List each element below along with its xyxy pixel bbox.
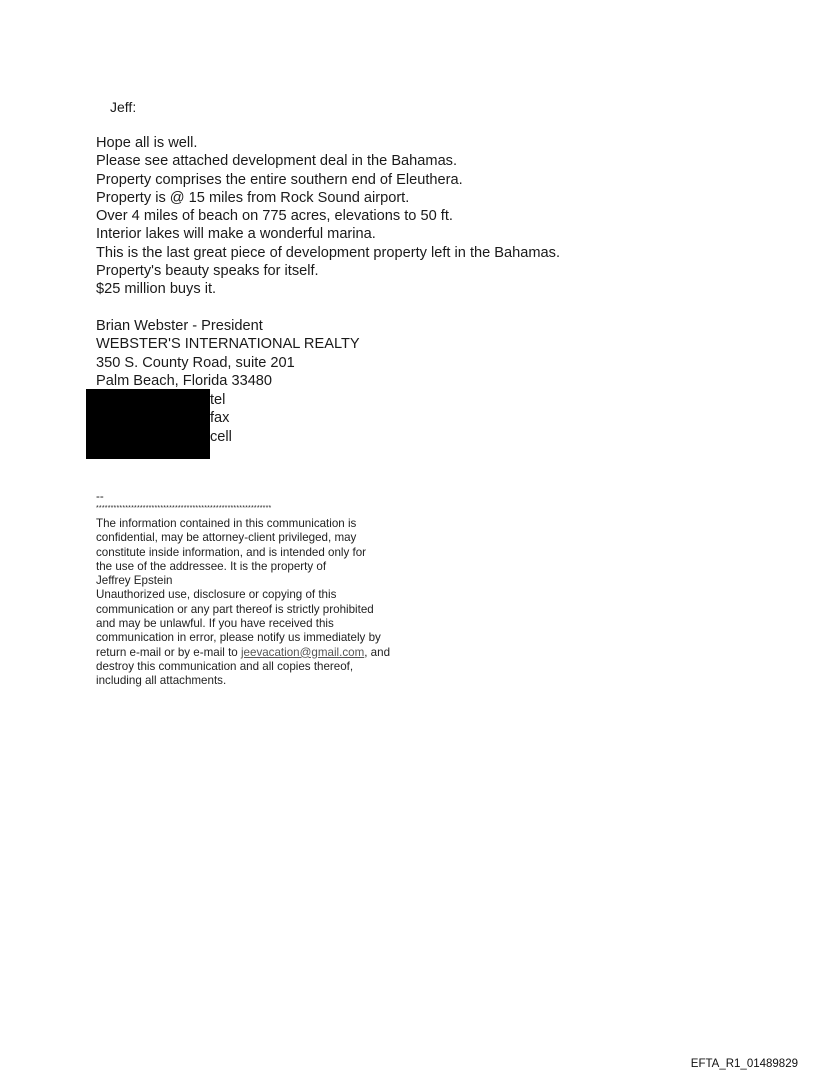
confidentiality-disclaimer [96, 491, 456, 689]
disclaimer-lines [96, 517, 456, 689]
signature-company: WEBSTER'S INTERNATIONAL REALTY [96, 336, 360, 353]
asterisk-divider: ************************************************************ [96, 505, 272, 512]
signature-address-line1: 350 S. County Road, suite 201 [96, 354, 295, 371]
disclaimer-line: communication in error, please notify us immediately by [96, 631, 381, 645]
disclaimer-line: including all attachments. [96, 674, 227, 688]
body-line: Please see attached development deal in the Bahamas. [96, 153, 458, 170]
contact-labels [210, 391, 232, 446]
message-body [96, 134, 560, 299]
body-line: This is the last great piece of development property left in the Bahamas. [96, 244, 561, 261]
contact-label-cell: cell [210, 428, 232, 445]
contact-label-fax: fax [210, 410, 230, 427]
contact-label-tel: tel [210, 392, 226, 408]
email-prefix: return e-mail or by e-mail to [96, 645, 241, 659]
signature-address-line2: Palm Beach, Florida 33480 [96, 372, 273, 389]
signature-name-title: Brian Webster - President [96, 318, 263, 334]
body-line: Property is @ 15 miles from Rock Sound airport. [96, 189, 410, 206]
email-link[interactable]: jeevacation@gmail.com [240, 645, 365, 659]
disclaimer-line: and may be unlawful. If you have received this [96, 617, 334, 631]
disclaimer-line: the use of the addressee. It is the property of [96, 559, 327, 573]
signature-block [96, 317, 360, 390]
disclaimer-line: communication or any part thereof is strictly prohibited [96, 602, 374, 616]
email-suffix: , and [364, 645, 391, 659]
body-line: Interior lakes will make a wonderful marina. [96, 226, 376, 243]
body-line: Property's beauty speaks for itself. [96, 263, 319, 280]
disclaimer-email-line [96, 646, 456, 660]
disclaimer-line: constitute inside information, and is intended only for [96, 545, 367, 559]
document-id: EFTA_R1_01489829 [690, 1058, 798, 1070]
signature-separator: -- [96, 490, 104, 503]
greeting: Jeff: [110, 99, 137, 115]
disclaimer-line: Jeffrey Epstein [96, 574, 173, 588]
body-line: Over 4 miles of beach on 775 acres, elevations to 50 ft. [96, 208, 453, 225]
body-line: Property comprises the entire southern end of Eleuthera. [96, 171, 463, 188]
disclaimer-line: Unauthorized use, disclosure or copying of this [96, 588, 337, 602]
body-line: $25 million buys it. [96, 281, 217, 298]
disclaimer-line: The information contained in this communication is [96, 517, 357, 530]
disclaimer-line: destroy this communication and all copies thereof, [96, 659, 354, 673]
body-line: Hope all is well. [96, 135, 198, 151]
redaction-box [86, 389, 210, 459]
disclaimer-line: confidential, may be attorney-client privileged, may [96, 531, 357, 545]
